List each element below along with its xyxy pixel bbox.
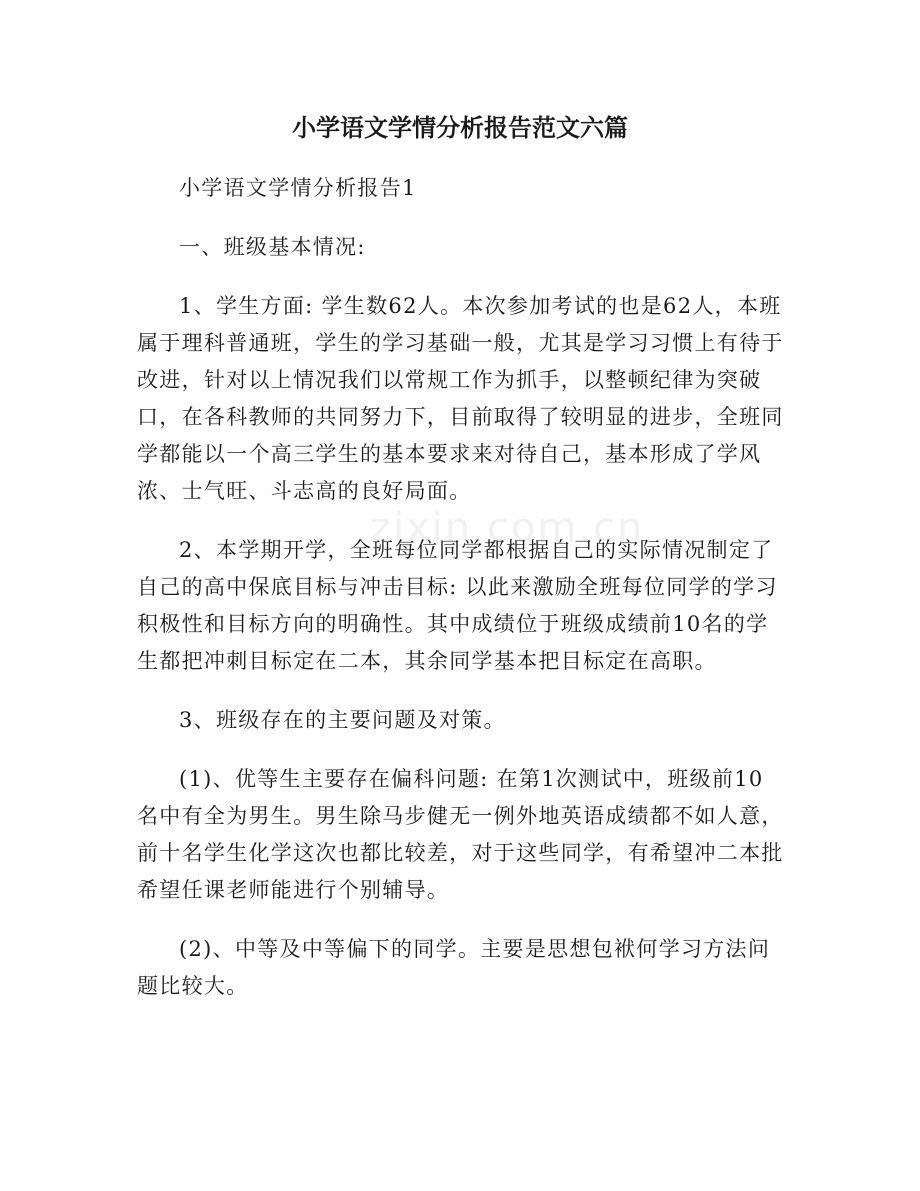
section-heading: 小学语文学情分析报告1	[179, 176, 417, 200]
watermark: zixin.com.cn	[370, 505, 645, 551]
subsection-heading: 一、班级基本情况:	[179, 235, 366, 259]
paragraph-students: 1、学生方面: 学生数62人。本次参加考试的也是62人，本班属于理科普通班，学生的学习基础一般，尤其是学习习惯上有待于改进，针对以上情况我们以常规工作为抓手，以整顿纪律为突破口，在各科教师的共同努力下，目前取得了较明显的进步，全班同学都能以一个高三学生的基本要求来对待自己，基本形成了学风浓、士气旺、斗志高的良好局面。	[137, 294, 784, 503]
document-body	[137, 170, 785, 1027]
paragraph-top-students: (1)、优等生主要存在偏科问题: 在第1次测试中，班级前10名中有全为男生。男生除马步健无一例外地英语成绩都不如人意，前十名学生化学这次也都比较差，对于这些同学，有希望冲二本批希望任课老师能进行个别辅导。	[137, 767, 784, 902]
document-title: 小学语文学情分析报告范文六篇	[292, 113, 628, 142]
paragraph-goals: 2、本学期开学，全班每位同学都根据自己的实际情况制定了自己的高中保底目标与冲击目标: 以此来激励全班每位同学的学习积极性和目标方向的明确性。其中成绩位于班级成绩前10名的学生都把冲刺目标定在二本，其余同学基本把目标定在高职。	[137, 538, 778, 673]
paragraph-middle-students: (2)、中等及中等偏下的同学。主要是思想包袱何学习方法问题比较大。	[137, 937, 771, 998]
paragraph-problems-heading: 3、班级存在的主要问题及对策。	[179, 708, 506, 732]
